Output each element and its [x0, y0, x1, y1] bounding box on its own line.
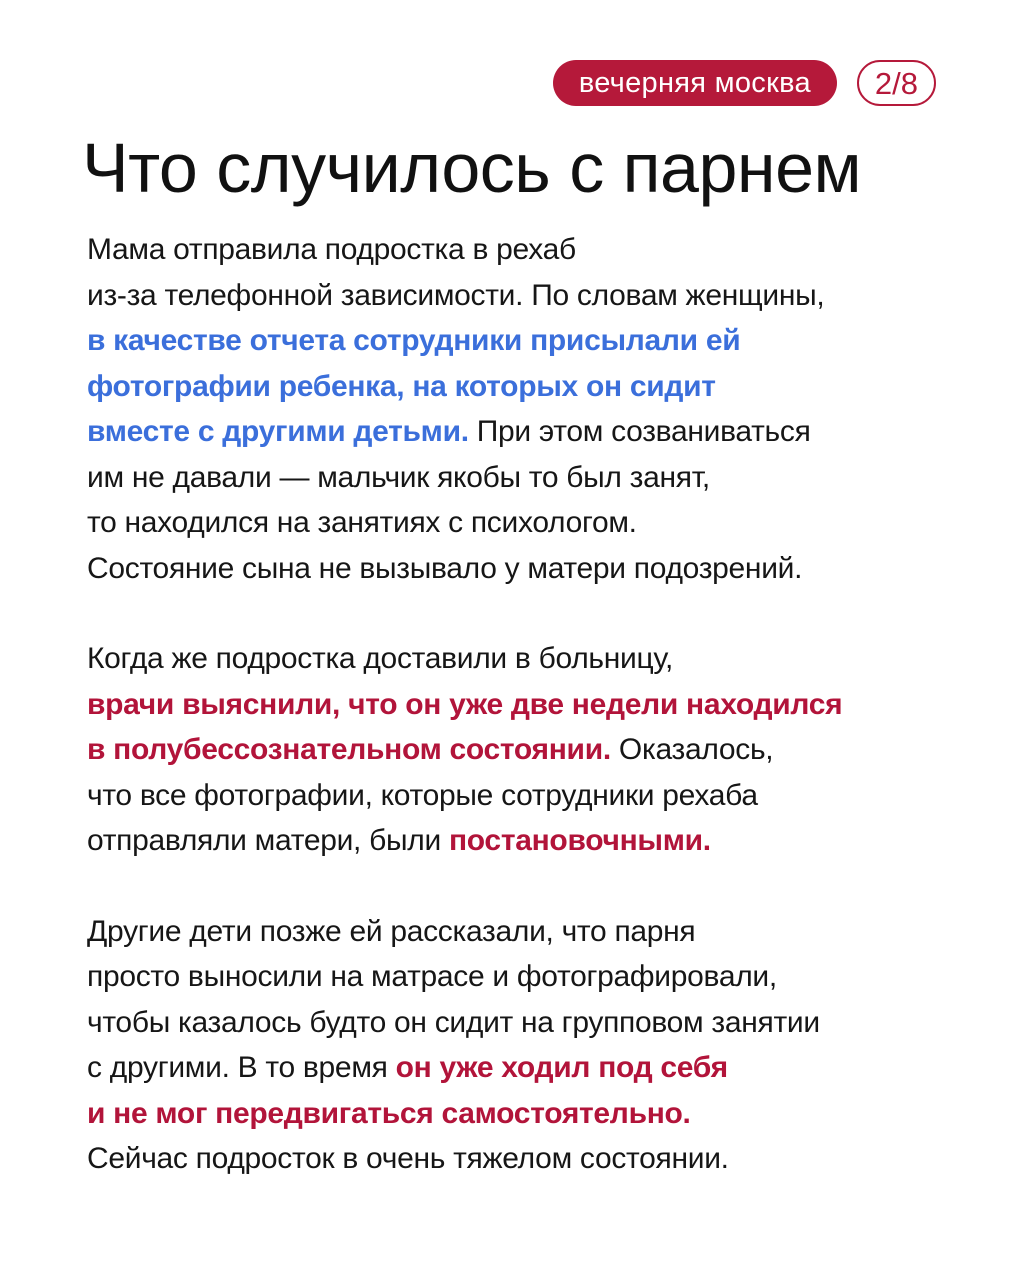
text-run: отправляли матери, были	[87, 824, 449, 857]
highlight-blue: в качестве отчета сотрудники присылали ей	[87, 324, 741, 357]
text-run: Сейчас подросток в очень тяжелом состоянии.	[87, 1142, 729, 1175]
text-line	[87, 273, 967, 319]
text-run: из-за телефонной зависимости. По словам женщины,	[87, 278, 825, 312]
text-run: При этом созваниваться	[468, 415, 811, 448]
highlight-red: постановочными.	[448, 824, 711, 857]
text-line	[87, 455, 967, 501]
page-title: Что случилось с парнем	[82, 129, 862, 207]
text-line	[87, 1136, 967, 1182]
paragraph-1	[87, 227, 967, 591]
text-line	[87, 546, 967, 592]
text-line	[87, 773, 967, 819]
highlight-red: он уже ходил под себя	[395, 1051, 728, 1084]
text-run: Другие дети позже ей рассказали, что парня	[87, 914, 696, 948]
text-run: Оказалось,	[610, 733, 774, 766]
text-line	[87, 364, 967, 410]
text-line	[87, 1091, 967, 1137]
text-run: им не давали — мальчик якобы то был занят,	[87, 460, 710, 494]
paragraph-3	[87, 909, 967, 1182]
text-line	[87, 818, 967, 864]
text-line	[87, 409, 967, 455]
text-run: то находился на занятиях с психологом.	[87, 506, 637, 539]
text-line	[87, 1045, 967, 1091]
highlight-blue: вместе с другими детьми.	[87, 415, 469, 448]
highlight-red: в полубессознательном состоянии.	[87, 733, 611, 766]
text-line	[87, 1000, 967, 1046]
brand-badge: вечерняя москва	[553, 60, 837, 106]
text-run: Мама отправила подростка в рехаб	[87, 233, 576, 266]
text-line	[87, 500, 967, 546]
text-run: с другими. В то время	[87, 1051, 396, 1084]
text-line	[87, 636, 967, 682]
text-run: просто выносили на матрасе и фотографировали,	[87, 960, 777, 993]
highlight-red: и не мог передвигаться самостоятельно.	[87, 1096, 691, 1130]
text-line	[87, 909, 967, 955]
text-run: Состояние сына не вызывало у матери подозрений.	[87, 551, 803, 585]
highlight-red: врачи выяснили, что он уже две недели находился	[87, 687, 843, 721]
text-line	[87, 318, 967, 364]
text-line	[87, 682, 967, 728]
paragraph-2	[87, 636, 967, 864]
text-line	[87, 727, 967, 773]
page-counter-badge: 2/8	[857, 60, 936, 106]
text-line	[87, 954, 967, 1000]
text-run: Когда же подростка доставили в больницу,	[87, 642, 674, 675]
text-run: что все фотографии, которые сотрудники рехаба	[87, 778, 758, 812]
article-body	[87, 227, 967, 1227]
text-line	[87, 227, 967, 273]
header	[553, 60, 936, 106]
text-run: чтобы казалось будто он сидит на групповом занятии	[87, 1005, 820, 1039]
highlight-blue: фотографии ребенка, на которых он сидит	[87, 369, 716, 403]
